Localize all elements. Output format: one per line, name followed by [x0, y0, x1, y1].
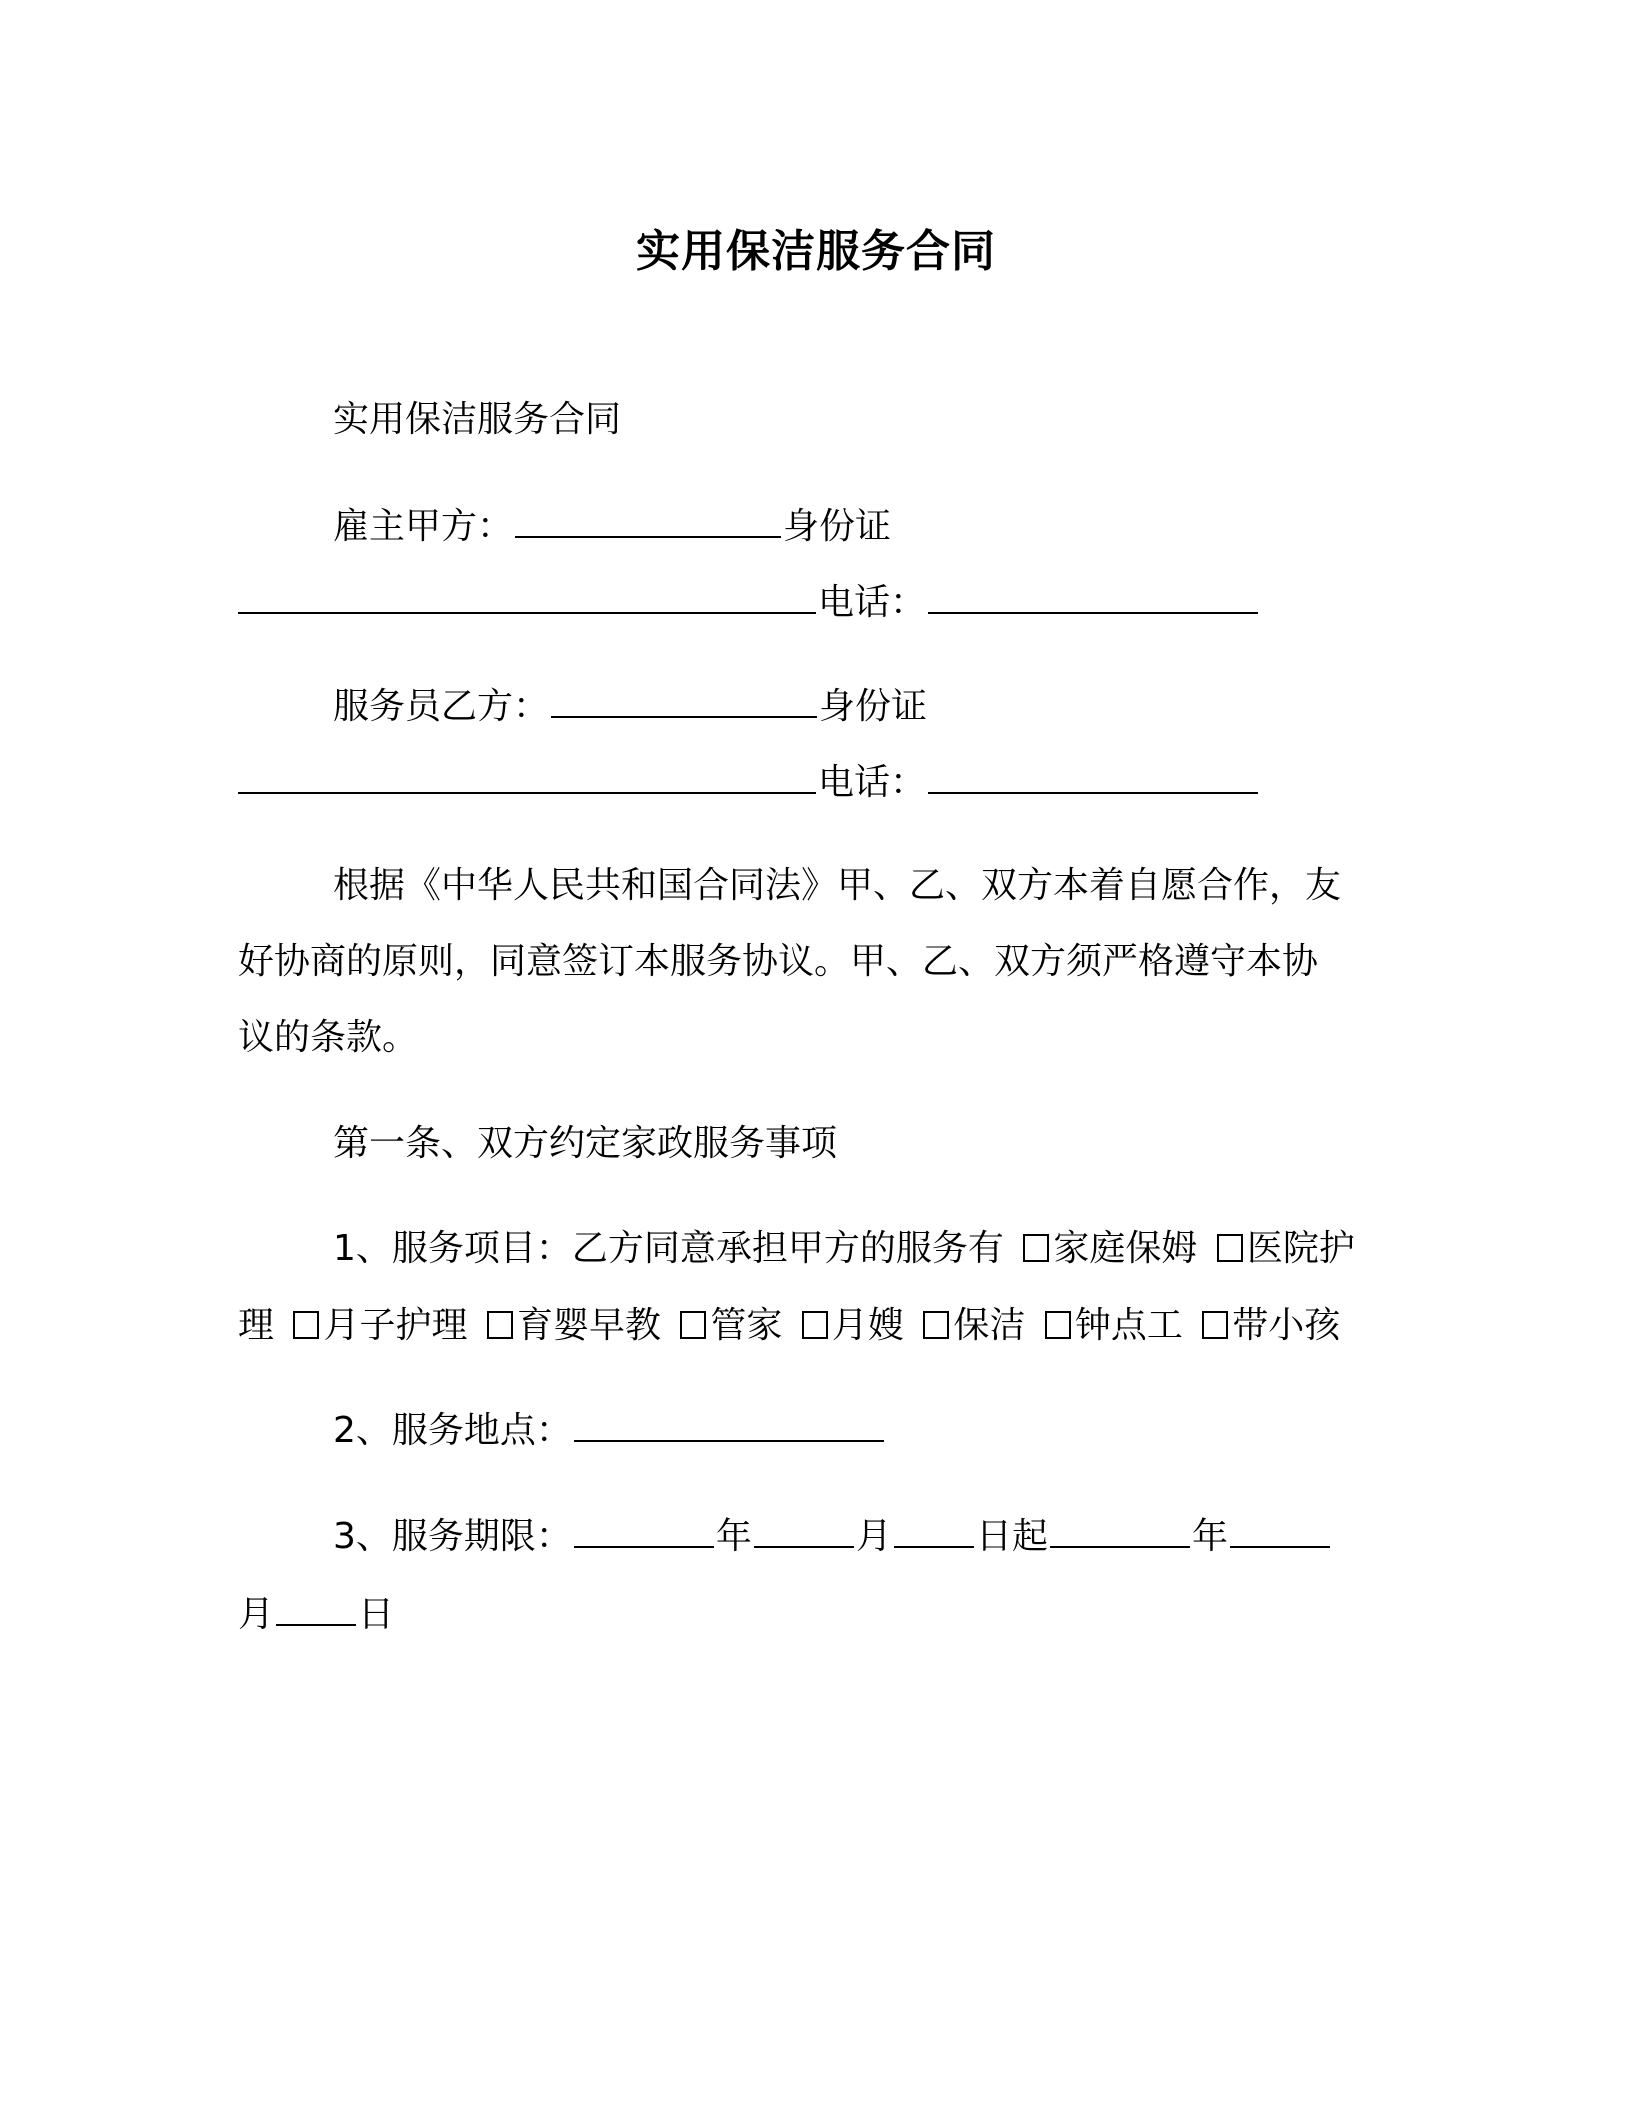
document-subtitle: [333, 396, 621, 444]
end-day-label: 日: [358, 1594, 395, 1635]
worker-name-field[interactable]: [551, 682, 817, 718]
option-hospital-care: 医院护: [1246, 1228, 1355, 1269]
option-cleaning: 保洁: [953, 1305, 1026, 1346]
service-location-row: [333, 1406, 886, 1455]
worker-label: 服务员乙方：: [333, 686, 550, 727]
service-term-row: [333, 1512, 1332, 1561]
subtitle-text: 实用保洁服务合同: [333, 399, 622, 440]
start-month-field[interactable]: [754, 1512, 854, 1548]
checkbox-infant-education[interactable]: [487, 1311, 513, 1339]
checkbox-postpartum[interactable]: [293, 1311, 319, 1339]
service-term-row-2: [238, 1590, 394, 1639]
worker-phone-label: 电话：: [818, 762, 927, 803]
checkbox-cleaning[interactable]: [923, 1311, 949, 1339]
start-year-label: 年: [715, 1516, 752, 1557]
option-hospital-care-cont: 理: [238, 1305, 275, 1346]
checkbox-hospital-care[interactable]: [1217, 1234, 1243, 1262]
end-day-field[interactable]: [276, 1590, 356, 1626]
worker-phone-field[interactable]: [928, 758, 1258, 794]
preamble-line-3: 议的条款。: [238, 1017, 419, 1058]
employer-name-field[interactable]: [515, 502, 781, 538]
end-month-field[interactable]: [1230, 1512, 1330, 1548]
checkbox-maternity-nurse[interactable]: [802, 1311, 828, 1339]
employer-id-field[interactable]: [238, 578, 816, 614]
option-maternity-nurse: 月嫂: [831, 1305, 904, 1346]
service-location-label: 2、服务地点：: [333, 1410, 572, 1451]
worker-row: [333, 682, 927, 731]
article1-heading: 第一条、双方约定家政服务事项: [333, 1123, 838, 1164]
service-items-line-1: [333, 1225, 1355, 1273]
end-year-label: 年: [1191, 1516, 1228, 1557]
start-day-field[interactable]: [894, 1512, 974, 1548]
checkbox-childcare[interactable]: [1202, 1311, 1228, 1339]
option-home-nanny: 家庭保姆: [1053, 1228, 1198, 1269]
checkbox-housekeeper[interactable]: [680, 1311, 706, 1339]
checkbox-home-nanny[interactable]: [1023, 1234, 1049, 1262]
start-month-label: 月: [855, 1516, 892, 1557]
start-day-label: 日起: [975, 1516, 1048, 1557]
employer-label: 雇主甲方：: [333, 506, 514, 547]
option-housekeeper: 管家: [710, 1305, 783, 1346]
service-term-label: 3、服务期限：: [333, 1516, 572, 1557]
worker-row-2: [238, 758, 1260, 807]
employer-phone-label: 电话：: [818, 582, 927, 623]
document-title: 实用保洁服务合同: [636, 226, 996, 277]
employer-phone-field[interactable]: [928, 578, 1258, 614]
preamble-line-1: 根据《中华人民共和国合同法》甲、乙、双方本着自愿合作，友: [333, 865, 1342, 906]
option-childcare: 带小孩: [1232, 1305, 1341, 1346]
option-postpartum: 月子护理: [323, 1305, 468, 1346]
option-infant-education: 育婴早教: [516, 1305, 661, 1346]
service-items-label: 1、服务项目：乙方同意承担甲方的服务有: [333, 1228, 1004, 1269]
end-year-field[interactable]: [1050, 1512, 1190, 1548]
start-year-field[interactable]: [574, 1512, 714, 1548]
service-items-line-2: [238, 1302, 1340, 1350]
worker-id-label: 身份证: [819, 686, 928, 727]
employer-row: [333, 502, 891, 551]
end-month-label: 月: [238, 1594, 275, 1635]
worker-id-field[interactable]: [238, 758, 816, 794]
option-hourly-worker: 钟点工: [1074, 1305, 1183, 1346]
preamble-line-2: 好协商的原则，同意签订本服务协议。甲、乙、双方须严格遵守本协: [238, 941, 1319, 982]
checkbox-hourly-worker[interactable]: [1045, 1311, 1071, 1339]
employer-row-2: [238, 578, 1260, 627]
service-location-field[interactable]: [574, 1406, 884, 1442]
employer-id-label: 身份证: [783, 506, 892, 547]
